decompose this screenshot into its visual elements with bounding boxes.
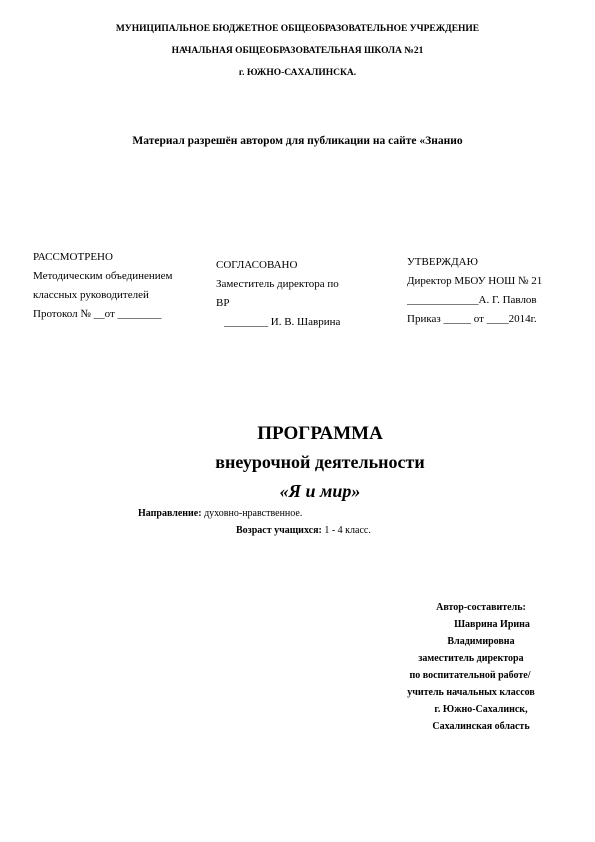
reviewed-title: РАССМОТРЕНО bbox=[33, 251, 113, 263]
agreed-title: СОГЛАСОВАНО bbox=[216, 259, 298, 271]
approved-block bbox=[407, 253, 542, 329]
author-name-2: Владимировна bbox=[447, 636, 515, 647]
agreed-line-2: ВР bbox=[216, 297, 230, 309]
school-header-line-2: НАЧАЛЬНАЯ ОБЩЕОБРАЗОВАТЕЛЬНАЯ ШКОЛА №21 bbox=[171, 46, 424, 56]
reviewed-line-2: классных руководителей bbox=[33, 289, 149, 301]
direction-label: Направление: bbox=[138, 508, 202, 519]
author-block bbox=[370, 599, 570, 735]
author-city: г. Южно-Сахалинск, bbox=[434, 704, 528, 715]
direction-value: духовно-нравственное. bbox=[204, 508, 303, 519]
author-name-1: Шаврина Ирина bbox=[454, 619, 530, 630]
age-label: Возраст учащихся: bbox=[236, 525, 322, 536]
age-value: 1 - 4 класс. bbox=[324, 525, 371, 536]
author-region: Сахалинская область bbox=[432, 721, 530, 732]
reviewed-line-1: Методическим объединением bbox=[33, 270, 173, 282]
reviewed-block bbox=[33, 248, 172, 324]
program-name: «Я и мир» bbox=[279, 481, 361, 501]
age-line bbox=[236, 525, 371, 536]
author-label: Автор-составитель: bbox=[436, 602, 526, 613]
school-header-line-3: г. ЮЖНО-САХАЛИНСКА. bbox=[238, 68, 357, 78]
agreed-line-3: ________ И. В. Шаврина bbox=[224, 316, 341, 328]
agreed-line-1: Заместитель директора по bbox=[216, 278, 339, 290]
reviewed-line-3: Протокол № __от ________ bbox=[33, 308, 162, 320]
program-title: ПРОГРАММА bbox=[257, 423, 383, 444]
agreed-block bbox=[216, 256, 340, 332]
author-position-1: заместитель директора bbox=[418, 653, 524, 664]
author-position-2: по воспитательной работе/ bbox=[409, 670, 531, 681]
direction-line bbox=[138, 508, 302, 519]
school-header-line-1: МУНИЦИПАЛЬНОЕ БЮДЖЕТНОЕ ОБЩЕОБРАЗОВАТЕЛЬНОЕ УЧРЕЖДЕНИЕ bbox=[115, 24, 480, 34]
author-position-3: учитель начальных классов bbox=[407, 687, 535, 698]
approved-title: УТВЕРЖДАЮ bbox=[407, 256, 478, 268]
program-subtitle: внеурочной деятельности bbox=[215, 452, 425, 472]
permission-note: Материал разрешён автором для публикации на сайте «Знанио bbox=[132, 135, 463, 147]
approved-line-2: _____________А. Г. Павлов bbox=[407, 294, 537, 306]
approved-line-3: Приказ _____ от ____2014г. bbox=[407, 313, 537, 325]
approved-line-1: Директор МБОУ НОШ № 21 bbox=[407, 275, 543, 287]
